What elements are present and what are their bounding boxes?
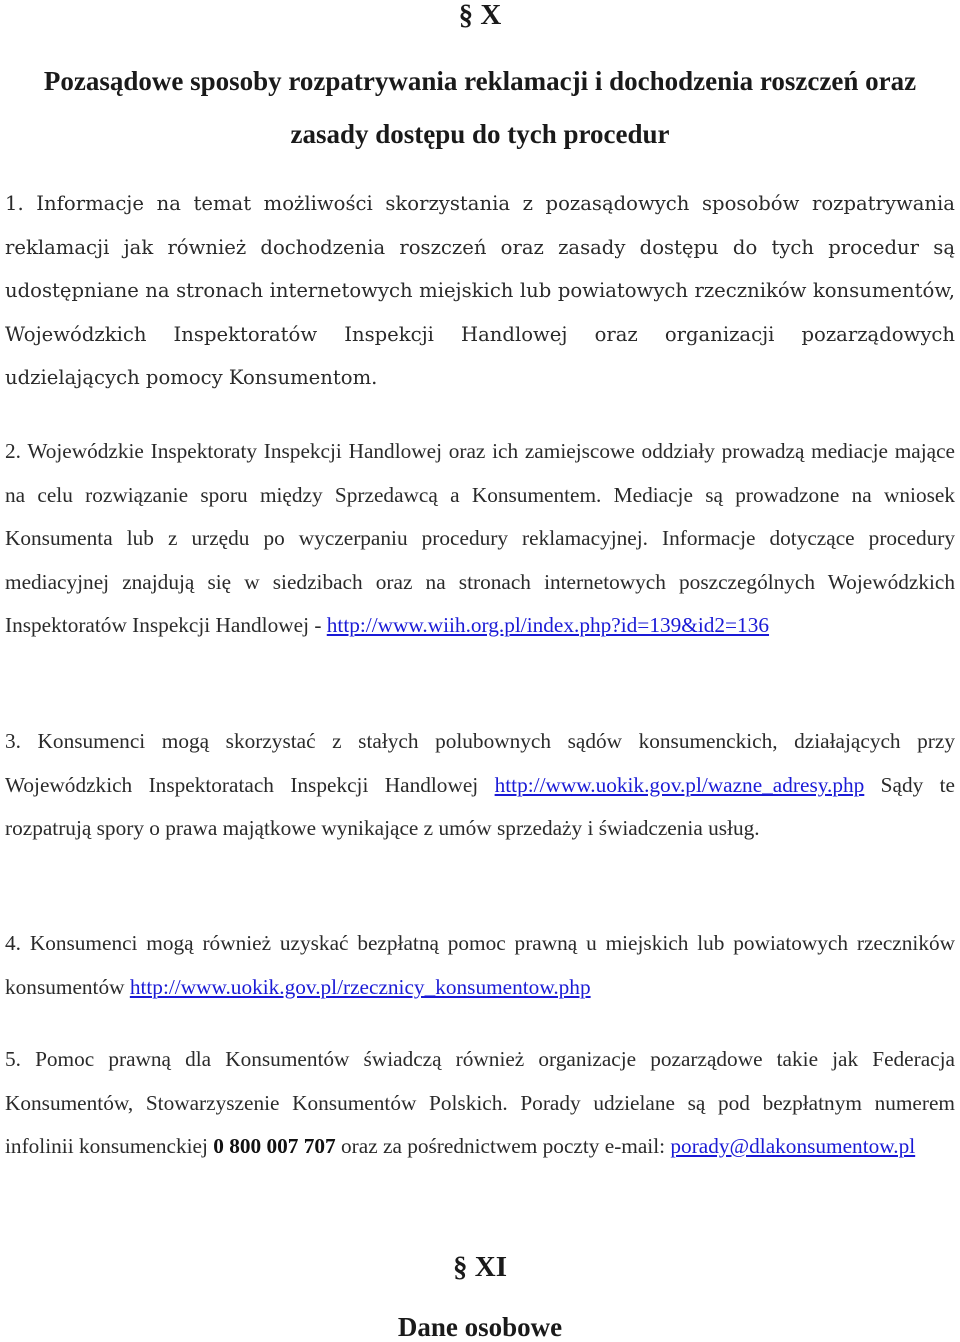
paragraph-3-text-after: Sądy te rozpatrują spory o prawa majątkowe wynikające z umów sprzedaży i świadczenia usług. — [5, 772, 956, 840]
paragraph-2-text: 2. Wojewódzkie Inspektoraty Inspekcji Handlowej oraz ich zamiejscowe oddziały prowadzą mediacje mające na celu rozwiązanie sporu między Sprzedawcą a Konsumentem. Mediacje są prowadzone na wniosek Konsumenta lub z urzędu po wyczerpaniu procedury reklamacyjnej. Informacje dotyczące procedury mediacyjnej znajdują się w siedzibach oraz na stronach internetowych poszczególnych Wojewódzkich Inspektoratów Inspekcji Handlowej - — [5, 439, 955, 637]
paragraph-3 — [5, 720, 955, 851]
section-x-title: Pozasądowe sposoby rozpatrywania reklamacji i dochodzenia roszczeń oraz zasady dostępu do tych procedur — [43, 66, 917, 149]
paragraph-1-text: 1. Informacje na temat możliwości skorzystania z pozasądowych sposobów rozpatrywania reklamacji jak również dochodzenia roszczeń oraz zasady dostępu do tych procedur są udostępniane na stronach internetowych miejskich lub powiatowych rzeczników konsumentów, Wojewódzkich Inspektoratów Inspekcji Handlowej oraz organizacji pozarządowych udzielających pomocy Konsumentom. — [5, 192, 955, 389]
uokik-ombudsmen-link[interactable]: http://www.uokik.gov.pl/rzecznicy_konsumentow.php — [129, 974, 591, 999]
paragraph-5-text: 5. Pomoc prawną dla Konsumentów świadczą również organizacje pozarządowe takie jak Federacja Konsumentów, Stowarzyszenie Konsumentów Polskich. Porady udzielane są pod bezpłatnym numerem infolinii konsumenckiej — [5, 1047, 955, 1158]
paragraph-4 — [5, 922, 955, 1009]
wiih-link[interactable]: http://www.wiih.org.pl/index.php?id=139&id2=136 — [326, 613, 770, 637]
paragraph-2 — [5, 430, 955, 648]
paragraph-4-text: 4. Konsumenci mogą również uzyskać bezpłatną pomoc prawną u miejskich lub powiatowych rzeczników konsumentów — [5, 931, 955, 999]
paragraph-5 — [5, 1038, 955, 1169]
section-xi-heading: § XI — [453, 1251, 507, 1283]
paragraph-1 — [5, 182, 955, 400]
hotline-number: 0 800 007 707 — [213, 1134, 336, 1158]
uokik-addresses-link[interactable]: http://www.uokik.gov.pl/wazne_adresy.php — [494, 772, 865, 797]
section-x-heading: § X — [458, 0, 502, 31]
paragraph-3-text: 3. Konsumenci mogą skorzystać z stałych polubownych sądów konsumenckich, działających przy Wojewódzkich Inspektoratach Inspekcji Handlowej — [5, 729, 955, 797]
section-xi-title: Dane osobowe — [397, 1312, 563, 1342]
paragraph-5-text-middle: oraz za pośrednictwem poczty e-mail: — [341, 1134, 666, 1158]
advice-email-link[interactable]: porady@dlakonsumentow.pl — [670, 1134, 916, 1158]
